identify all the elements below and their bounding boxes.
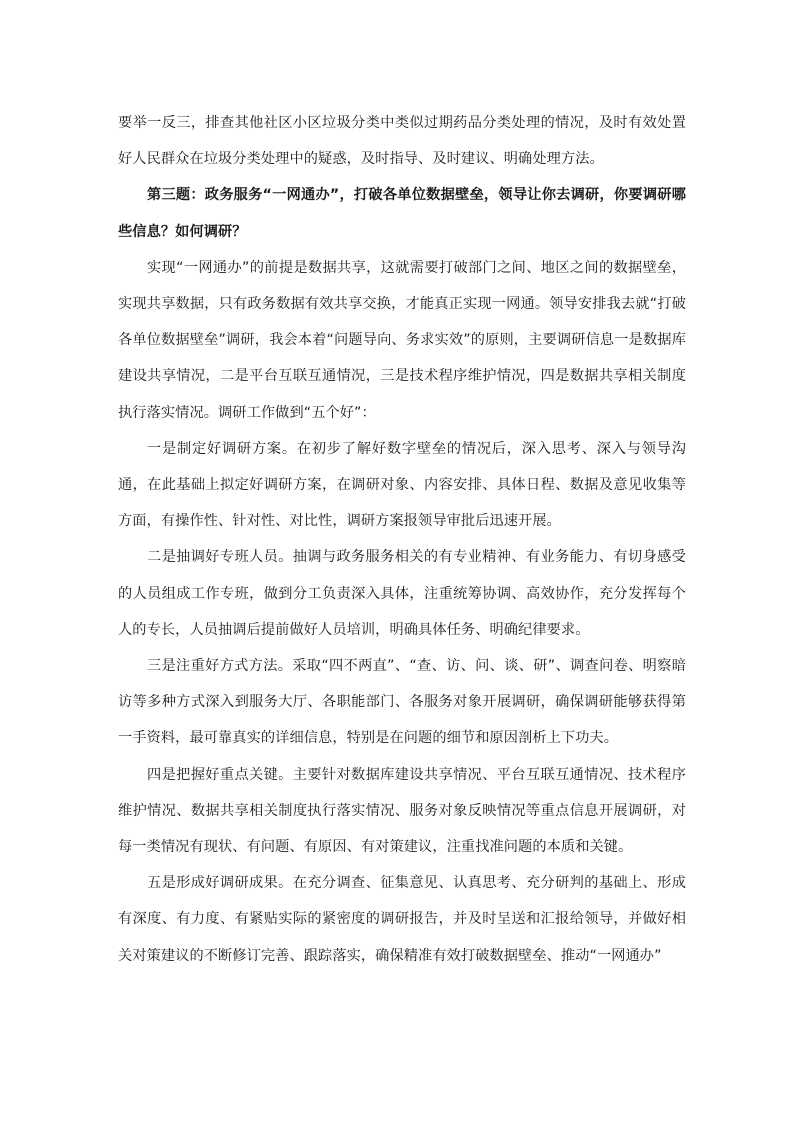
paragraph-point-5: 五是形成好调研成果。在充分调查、征集意见、认真思考、充分研判的基础上、形成有深度、有力度、有紧贴实际的紧密度的调研报告，并及时呈送和汇报给领导，并做好相关对策建议的不断修订完善、跟踪落实，确保精准有效打破数据壁垒、推动“一网通办”: [118, 875, 686, 964]
paragraph-continuation: 要举一反三，排查其他社区小区垃圾分类中类似过期药品分类处理的情况，及时有效处置好人民群众在垃圾分类处理中的疑惑，及时指导、及时建议、明确处理方法。: [118, 115, 686, 168]
paragraph-point-3: 三是注重好方式方法。采取“四不两直”、“查、访、问、谈、研”、调查问卷、明察暗访等多种方式深入到服务大厅、各职能部门、各服务对象开展调研，确保调研能够获得第一手资料，最可靠真实的详细信息，特别是在问题的细节和原因剖析上下功夫。: [118, 658, 686, 747]
paragraph-point-2: 二是抽调好专班人员。抽调与政务服务相关的有专业精神、有业务能力、有切身感受的人员组成工作专班，做到分工负责深入具体，注重统筹协调、高效协作，充分发挥每个人的专长，人员抽调后提前做好人员培训，明确具体任务、明确纪律要求。: [118, 549, 686, 638]
question-heading: 第三题：政务服务“一网通办”，打破各单位数据壁垒，领导让你去调研，你要调研哪些信息？如何调研？: [118, 187, 686, 240]
document-body: [118, 105, 686, 974]
paragraph-point-1: 一是制定好调研方案。在初步了解好数字壁垒的情况后，深入思考、深入与领导沟通，在此基础上拟定好调研方案，在调研对象、内容安排、具体日程、数据及意见收集等方面，有操作性、针对性、对比性，调研方案报领导审批后迅速开展。: [118, 440, 686, 530]
paragraph-intro: 实现“一网通办”的前提是数据共享，这就需要打破部门之间、地区之间的数据壁垒，实现共享数据，只有政务数据有效共享交换，才能真正实现一网通。领导安排我去就“打破各单位数据壁垒”调研，我会本着“问题导向、务求实效”的原则，主要调研信息一是数据库建设共享情况，二是平台互联互通情况，三是技术程序维护情况，四是数据共享相关制度执行落实情况。调研工作做到“五个好”：: [118, 259, 686, 421]
paragraph-point-4: 四是把握好重点关键。主要针对数据库建设共享情况、平台互联互通情况、技术程序维护情况、数据共享相关制度执行落实情况、服务对象反映情况等重点信息开展调研，对每一类情况有现状、有问题、有原因、有对策建议，注重找准问题的本质和关键。: [118, 766, 686, 856]
